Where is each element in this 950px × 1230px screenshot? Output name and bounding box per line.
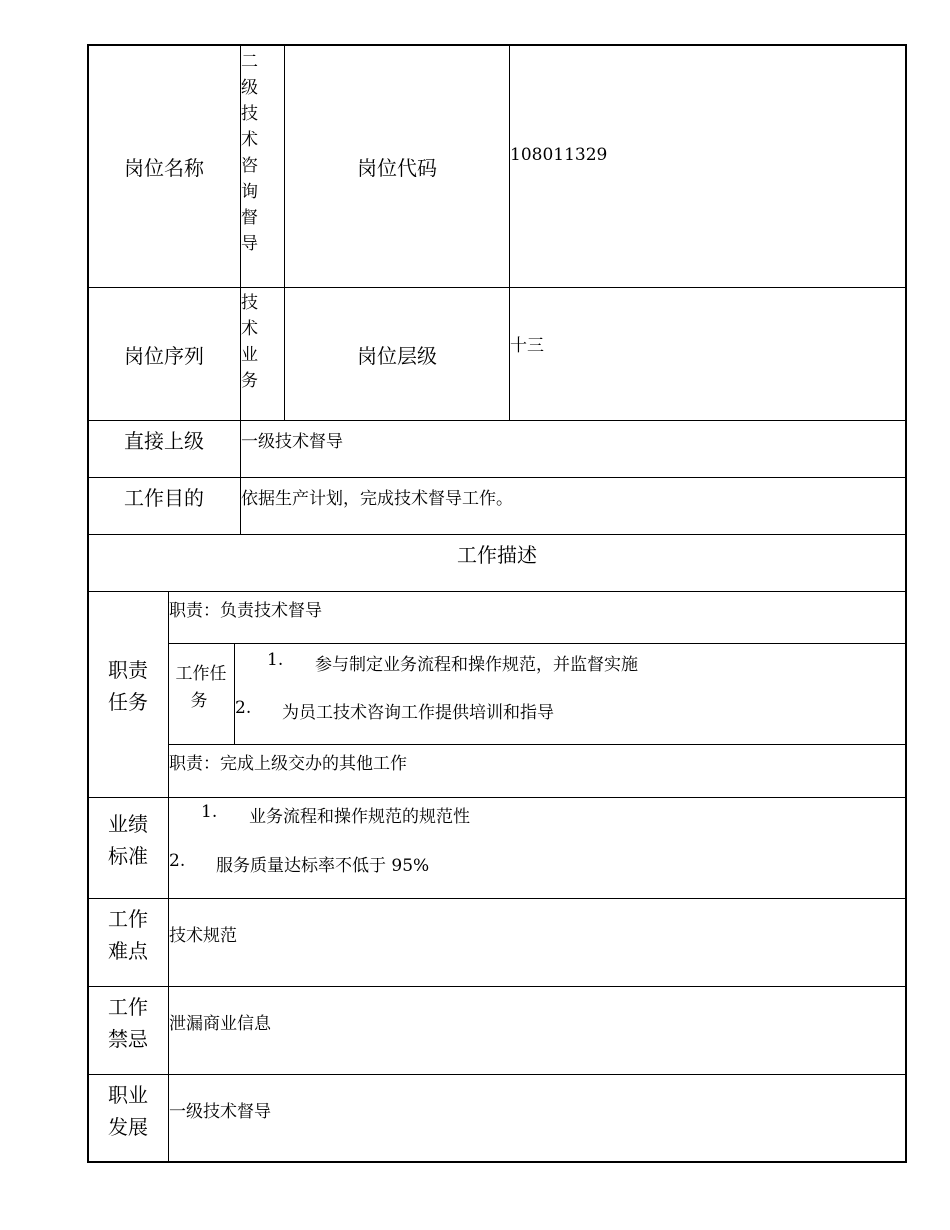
task2-number: 2. [235,698,252,718]
difficulty-label-cell [88,898,168,986]
career-label-1: 职业 [108,1083,148,1107]
career-label-2: 发展 [108,1115,148,1139]
post-name-label: 岗位名称 [124,155,204,180]
post-code-value-cell [509,45,906,287]
tasks-label-1: 工作任 [175,664,227,684]
post-code-value: 108011329 [510,145,608,165]
post-code-label: 岗位代码 [284,45,509,287]
career-value-cell [168,1074,906,1162]
duty1-cell [168,591,906,643]
post-series-value-cell [240,287,284,420]
performance-item1-text: 业务流程和操作规范的规范性 [249,807,470,827]
duties-label-2: 任务 [108,690,148,714]
post-series-label: 岗位序列 [88,287,240,420]
tasks-label-2: 务 [190,691,208,711]
post-name-value: 二级技术咨询督导 [241,52,258,254]
difficulty-label-1: 工作 [108,907,148,931]
tasks-list-cell [234,643,906,744]
task1-text: 参与制定业务流程和操作规范，并监督实施 [315,655,638,675]
task1-number: 1. [267,650,284,670]
tasks-label-cell [168,643,234,744]
performance-value-cell [168,797,906,898]
duty1-text: 职责：负责技术督导 [169,601,322,621]
description-title: 工作描述 [88,534,906,591]
taboo-label-2: 禁忌 [108,1027,148,1051]
performance-label-cell [88,797,168,898]
taboo-value: 泄漏商业信息 [169,1014,271,1034]
difficulty-value: 技术规范 [169,926,237,946]
difficulty-value-cell [168,898,906,986]
post-level-value: 十三 [510,336,544,356]
career-value: 一级技术督导 [169,1102,271,1122]
superior-value: 一级技术督导 [241,432,343,452]
purpose-value-cell [240,477,906,534]
performance-item2-number: 2. [169,851,186,871]
performance-label-1: 业绩 [108,812,148,836]
taboo-value-cell [168,986,906,1074]
performance-item1-number: 1. [201,802,218,822]
difficulty-label-2: 难点 [108,939,148,963]
duty2-cell [168,744,906,797]
duties-label-cell [88,591,168,797]
duties-label-1: 职责 [108,658,148,682]
superior-value-cell [240,420,906,477]
performance-item2-text: 服务质量达标率不低于 95% [216,856,430,876]
taboo-label-1: 工作 [108,995,148,1019]
post-series-value: 技术业务 [241,293,258,391]
superior-label: 直接上级 [88,420,240,477]
post-name-value-cell [240,45,284,287]
performance-label-2: 标准 [108,844,148,868]
purpose-label: 工作目的 [88,477,240,534]
purpose-value: 依据生产计划，完成技术督导工作。 [241,489,513,509]
task2-text: 为员工技术咨询工作提供培训和指导 [282,703,554,723]
career-label-cell [88,1074,168,1162]
post-level-label: 岗位层级 [284,287,509,420]
taboo-label-cell [88,986,168,1074]
duty2-text: 职责：完成上级交办的其他工作 [169,754,407,774]
post-level-value-cell [509,287,906,420]
